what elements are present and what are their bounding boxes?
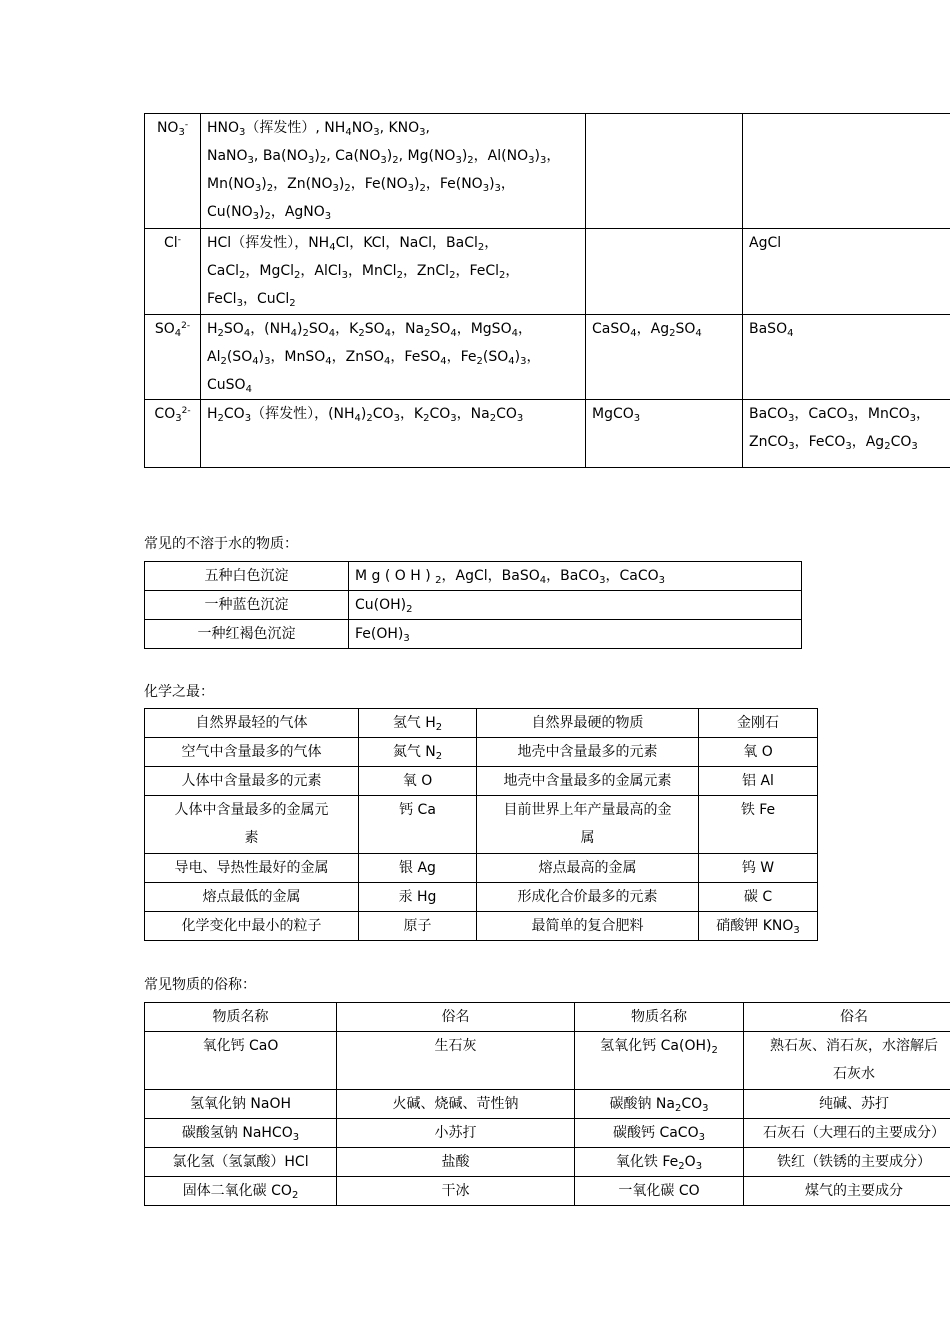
common-name: 小苏打 — [337, 1119, 575, 1148]
table-row — [145, 912, 818, 941]
precipitate-label: 一种蓝色沉淀 — [145, 591, 349, 620]
superlative-answer: 银 Ag — [359, 854, 477, 883]
substance-name: 氢氧化钙 $Ca(OH)_2$ — [575, 1032, 744, 1090]
ion-cell: Cl- — [145, 229, 201, 315]
substance-name: 氯化氢（氢氯酸）HCl — [145, 1148, 337, 1177]
insoluble-cell: AgCl — [743, 229, 950, 315]
superlatives-section-title: 化学之最： — [144, 684, 214, 700]
substance-name: 一氧化碳 CO — [575, 1177, 744, 1206]
precipitate-value: M g ( O H ) $_2$，AgCl，BaSO$_4$，BaCO$_3$，CaCO$_3$ — [349, 562, 802, 591]
insoluble-cell: BaCO$_3$，CaCO$_3$，MnCO$_3$， ZnCO$_3$，FeCO$_3$，$Ag_2CO_3$ — [743, 400, 950, 468]
superlative-description: 最简单的复合肥料 — [477, 912, 699, 941]
slightly-soluble-cell — [586, 114, 743, 229]
insoluble-table — [144, 561, 802, 649]
superlative-description: 地壳中含量最多的元素 — [477, 738, 699, 767]
column-header: 俗名 — [337, 1003, 575, 1032]
common-name: 煤气的主要成分 — [744, 1177, 950, 1206]
superlative-answer: 钨 W — [699, 854, 818, 883]
superlative-answer: 硝酸钾 $KNO_3$ — [699, 912, 818, 941]
superlative-answer: 氢气 $H_2$ — [359, 709, 477, 738]
column-header: 物质名称 — [575, 1003, 744, 1032]
superlative-description: 地壳中含量最多的金属元素 — [477, 767, 699, 796]
precipitate-value: $Cu(OH)_2$ — [349, 591, 802, 620]
substance-name: 碳酸氢钠 NaHCO$_3$ — [145, 1119, 337, 1148]
superlative-description: 熔点最低的金属 — [145, 883, 359, 912]
table-row — [145, 1177, 950, 1206]
table-row — [145, 229, 950, 315]
table-row — [145, 883, 818, 912]
substance-name: 氢氧化钠 NaOH — [145, 1090, 337, 1119]
ion-cell: $CO_3^{2-}$ — [145, 400, 201, 468]
superlative-answer: 铝 Al — [699, 767, 818, 796]
table-row — [145, 1032, 950, 1090]
table-row — [145, 767, 818, 796]
superlative-description: 熔点最高的金属 — [477, 854, 699, 883]
table-row — [145, 796, 818, 854]
superlative-description: 空气中含量最多的气体 — [145, 738, 359, 767]
table-row — [145, 738, 818, 767]
soluble-cell: HCl（挥发性），$NH_4Cl$，KCl，NaCl，BaCl$_2$， CaCl$_2$，MgCl$_2$，AlCl$_3$，MnCl$_2$，ZnCl$_2$，FeCl$_2$， FeCl$_3$，CuCl$_2$ — [201, 229, 586, 315]
ion-cell: $SO_4^{2-}$ — [145, 315, 201, 400]
superlative-description: 形成化合价最多的元素 — [477, 883, 699, 912]
superlative-answer: 金刚石 — [699, 709, 818, 738]
common-name: 盐酸 — [337, 1148, 575, 1177]
soluble-cell: $H_2SO_4$，$(NH_4)_2SO_4$，$K_2SO_4$，$Na_2SO_4$，MgSO$_4$， $Al_2(SO_4)_3$，MnSO$_4$，ZnSO$_4$，FeSO$_4$，$Fe_2(SO_4)_3$， CuSO$_4$ — [201, 315, 586, 400]
substance-name: 碳酸钙 CaCO$_3$ — [575, 1119, 744, 1148]
table-row — [145, 114, 950, 229]
substance-name: 氧化铁 $Fe_2O_3$ — [575, 1148, 744, 1177]
precipitate-label: 一种红褐色沉淀 — [145, 620, 349, 649]
table-row — [145, 315, 950, 400]
ion-cell: $NO_3^-$ — [145, 114, 201, 229]
common-names-table — [144, 1002, 950, 1206]
soluble-cell: $H_2CO_3$（挥发性），$(NH_4)_2CO_3$，$K_2CO_3$，$Na_2CO_3$ — [201, 400, 586, 468]
common-names-section-title: 常见物质的俗称： — [144, 977, 256, 993]
common-name: 火碱、烧碱、苛性钠 — [337, 1090, 575, 1119]
superlative-answer: 汞 Hg — [359, 883, 477, 912]
superlative-description: 导电、导热性最好的金属 — [145, 854, 359, 883]
slightly-soluble-cell — [586, 229, 743, 315]
solubility-table — [144, 113, 950, 468]
substance-name: 碳酸钠 $Na_2CO_3$ — [575, 1090, 744, 1119]
column-header: 俗名 — [744, 1003, 950, 1032]
table-row — [145, 1119, 950, 1148]
superlative-description: 自然界最轻的气体 — [145, 709, 359, 738]
common-name: 干冰 — [337, 1177, 575, 1206]
substance-name: 固体二氧化碳 $CO_2$ — [145, 1177, 337, 1206]
slightly-soluble-cell: MgCO$_3$ — [586, 400, 743, 468]
table-row — [145, 709, 818, 738]
superlative-answer: 碳 C — [699, 883, 818, 912]
table-header-row — [145, 1003, 950, 1032]
superlative-answer: 氧 O — [359, 767, 477, 796]
common-name: 铁红（铁锈的主要成分） — [744, 1148, 950, 1177]
superlative-answer: 原子 — [359, 912, 477, 941]
superlative-answer: 钙 Ca — [359, 796, 477, 854]
superlative-answer: 氮气 $N_2$ — [359, 738, 477, 767]
superlative-answer: 氧 O — [699, 738, 818, 767]
table-row — [145, 1090, 950, 1119]
superlative-description: 人体中含量最多的元素 — [145, 767, 359, 796]
precipitate-value: $Fe(OH)_3$ — [349, 620, 802, 649]
insoluble-section-title: 常见的不溶于水的物质： — [144, 536, 298, 552]
table-row — [145, 562, 802, 591]
substance-name: 氧化钙 CaO — [145, 1032, 337, 1090]
superlative-description: 自然界最硬的物质 — [477, 709, 699, 738]
soluble-cell: $HNO_3$（挥发性）, $NH_4NO_3$, $KNO_3$, NaNO$_3$, $Ba(NO_3)_2$, $Ca(NO_3)_2$, $Mg(NO_3)_2$，$Al(NO_3)_3$， $Mn(NO_3)_2$，$Zn(NO_3)_2$，$Fe(NO_3)_2$，$Fe(NO_3)_3$， $Cu(NO_3)_2$，AgNO$_3$ — [201, 114, 586, 229]
common-name: 石灰石（大理石的主要成分） — [744, 1119, 950, 1148]
superlatives-table — [144, 708, 818, 941]
superlative-description: 人体中含量最多的金属元 素 — [145, 796, 359, 854]
slightly-soluble-cell: CaSO$_4$，$Ag_2SO_4$ — [586, 315, 743, 400]
common-name: 熟石灰、消石灰，水溶解后 石灰水 — [744, 1032, 950, 1090]
superlative-description: 目前世界上年产量最高的金 属 — [477, 796, 699, 854]
insoluble-cell — [743, 114, 950, 229]
table-row — [145, 591, 802, 620]
table-row — [145, 854, 818, 883]
superlative-answer: 铁 Fe — [699, 796, 818, 854]
superlative-description: 化学变化中最小的粒子 — [145, 912, 359, 941]
table-row — [145, 620, 802, 649]
insoluble-cell: BaSO$_4$ — [743, 315, 950, 400]
column-header: 物质名称 — [145, 1003, 337, 1032]
precipitate-label: 五种白色沉淀 — [145, 562, 349, 591]
common-name: 纯碱、苏打 — [744, 1090, 950, 1119]
table-row — [145, 400, 950, 468]
table-row — [145, 1148, 950, 1177]
common-name: 生石灰 — [337, 1032, 575, 1090]
